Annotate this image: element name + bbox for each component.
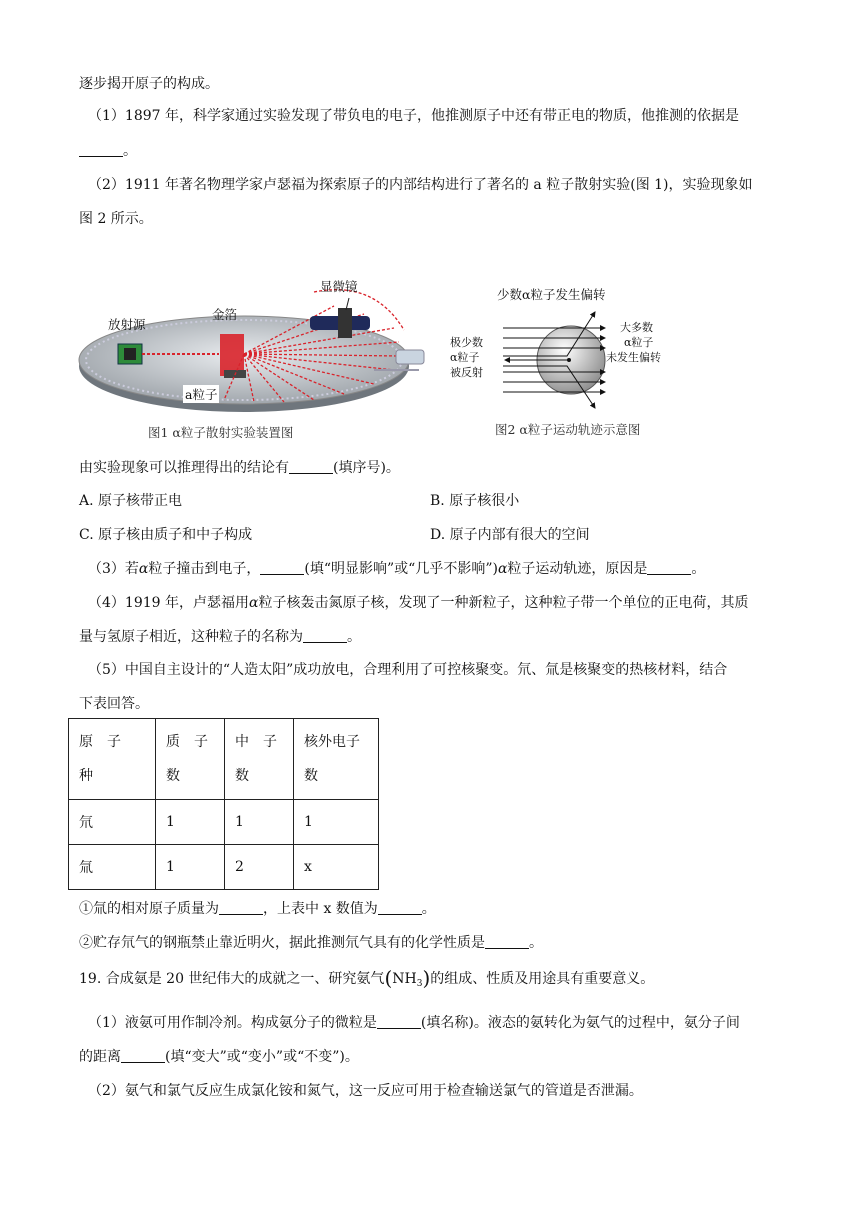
label-most-right-2: α粒子 <box>624 336 654 349</box>
question-4-line-a: （4）1919 年，卢瑟福用α粒子核轰击氮原子核，发现了一种新粒子，这种粒子带一个单位的正电荷，其质 <box>88 595 749 611</box>
question-2-line-a: （2）1911 年著名物理学家卢瑟福为探索原子的内部结构进行了著名的 a 粒子散射实验(图 1)，实验现象如 <box>88 177 753 193</box>
answer-blank[interactable] <box>647 560 691 575</box>
question-1-answer: 。 <box>79 141 137 161</box>
question-3: （3）若α粒子撞击到电子， (填“明显影响”或“几乎不影响”)α粒子运动轨迹，原因是 。 <box>88 561 706 577</box>
sub-question-1: ①氚的相对原子质量为 ，上表中 x 数值为 。 <box>79 901 436 917</box>
question-19-2: （2）氨气和氯气反应生成氯化铵和氮气，这一反应可用于检查输送氯气的管道是否泄漏。 <box>88 1083 643 1099</box>
answer-blank[interactable] <box>121 1048 165 1063</box>
answer-blank[interactable] <box>289 459 333 474</box>
question-1-text: （1）1897 年，科学家通过实验发现了带负电的电子，他推测原子中还有带正电的物质，他推测的依据是 <box>88 108 739 124</box>
conclusion-line: 由实验现象可以推理得出的结论有 (填序号)。 <box>79 460 400 476</box>
table-header-cell: 中 子 数 <box>225 719 294 800</box>
question-19-1-line-a: （1）液氨可用作制冷剂。构成氨分子的微粒是 (填名称)。液态的氨转化为氨气的过程中，氨分子间 <box>88 1015 740 1031</box>
table-cell: 1 <box>156 845 225 890</box>
gold-foil <box>220 334 244 376</box>
isotope-table <box>68 718 379 890</box>
table-header-row <box>69 719 379 800</box>
question-5-line-a: （5）中国自主设计的“人造太阳”成功放电，合理利用了可控核聚变。氘、氚是核聚变的热核材料，结合 <box>88 662 728 678</box>
option-a: A. 原子核带正电 <box>79 493 183 509</box>
question-5-line-b: 下表回答。 <box>79 696 149 712</box>
label-few-deflected: 少数α粒子发生偏转 <box>497 287 606 302</box>
table-header-cell: 原 子 种 <box>69 719 156 800</box>
question-4-line-b: 量与氢原子相近，这种粒子的名称为 。 <box>79 629 361 645</box>
label-microscope: 显微镜 <box>320 279 358 294</box>
table-header-cell: 核外电子 数 <box>294 719 379 800</box>
sub-question-2: ②贮存氘气的钢瓶禁止靠近明火，据此推测氘气具有的化学性质是 。 <box>79 935 543 951</box>
table-cell: 氚 <box>69 845 156 890</box>
answer-blank[interactable] <box>79 142 123 157</box>
table-cell: 2 <box>225 845 294 890</box>
option-d: D. 原子内部有很大的空间 <box>430 527 590 543</box>
option-b: B. 原子核很小 <box>430 493 520 509</box>
table-cell: 1 <box>294 800 379 845</box>
answer-blank[interactable] <box>260 560 304 575</box>
answer-blank[interactable] <box>303 628 347 643</box>
label-very-few-1: 极少数 <box>450 336 483 349</box>
label-alpha-particle: a粒子 <box>185 387 218 402</box>
option-c: C. 原子核由质子和中子构成 <box>79 527 253 543</box>
question-19-1-line-b: 的距离 (填“变大”或“变小”或“不变”)。 <box>79 1049 359 1065</box>
figure-1-caption: 图1 α粒子散射实验装置图 <box>148 425 294 440</box>
figure-2-caption: 图2 α粒子运动轨迹示意图 <box>495 422 641 437</box>
question-2-line-b: 图 2 所示。 <box>79 211 153 227</box>
label-very-few-3: 被反射 <box>450 366 483 379</box>
label-foil: 金箔 <box>212 307 238 322</box>
label-very-few-2: α粒子 <box>450 351 480 364</box>
table-cell: 1 <box>225 800 294 845</box>
table-cell: 1 <box>156 800 225 845</box>
label-source: 放射源 <box>108 317 146 332</box>
answer-blank[interactable] <box>378 900 422 915</box>
table-cell: 氘 <box>69 800 156 845</box>
answer-blank[interactable] <box>485 934 529 949</box>
table-row <box>69 845 379 890</box>
intro-line: 逐步揭开原子的构成。 <box>79 76 219 92</box>
label-most-right-1: 大多数 <box>620 321 653 334</box>
answer-blank[interactable] <box>377 1014 421 1029</box>
question-19: 19. 合成氨是 20 世纪伟大的成就之一、研究氨气$(NH_3)$的组成、性质及用途具有重要意义。 <box>79 966 655 990</box>
table-cell: x <box>294 845 379 890</box>
table-header-cell: 质 子 数 <box>156 719 225 800</box>
table-row <box>69 800 379 845</box>
label-most-right-3: 未发生偏转 <box>606 351 661 364</box>
answer-blank[interactable] <box>219 900 263 915</box>
